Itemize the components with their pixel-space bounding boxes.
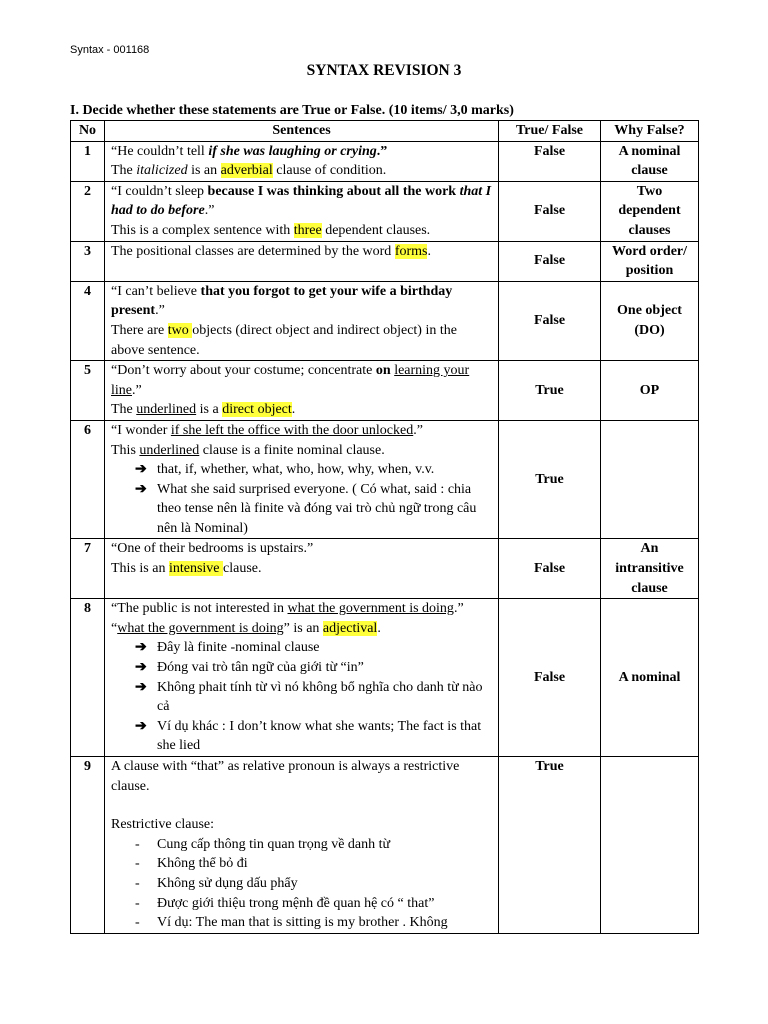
why-false-answer: One object (DO) <box>601 281 699 360</box>
header-code: Syntax - 001168 <box>70 44 150 56</box>
sentence-cell: “The public is not interested in what the government is doing.” “what the government is doing” is an adjectival. ➔ Đây là finite -nominal clause ➔ Đóng vai trò tân ngữ của giới từ “in” ➔ Không phait tính từ vì nó không bổ nghĩa cho danh từ nào cả ➔ Ví dụ khác : I don’t know what she wants; The fact is that she lied <box>105 599 499 757</box>
revision-table <box>70 120 699 934</box>
row-number: 5 <box>71 361 105 421</box>
list-item: ➔ Không phait tính từ vì nó không bổ nghĩa cho danh từ nào cả <box>135 679 483 715</box>
table-row <box>71 539 699 599</box>
note-list <box>111 835 492 933</box>
row-number: 8 <box>71 599 105 757</box>
section-heading: I. Decide whether these statements are True or False. (10 items/ 3,0 marks) <box>70 103 514 118</box>
sentence-cell: The positional classes are determined by the word forms. <box>105 241 499 281</box>
dash-icon: - <box>135 915 140 931</box>
dash-icon: - <box>135 895 140 911</box>
sentence-cell: “One of their bedrooms is upstairs.” This is an intensive clause. <box>105 539 499 599</box>
header-why-false: Why False? <box>601 121 699 142</box>
sentence-cell: “I wonder if she left the office with the door unlocked.” This underlined clause is a finite nominal clause. ➔ that, if, whether, what, who, how, why, when, v.v. ➔ What she said surprised everyone. ( Có what, said : chia theo tense nên là finite và đóng vai trò chủ ngữ trong câu nên là Nominal) <box>105 420 499 539</box>
document-title: SYNTAX REVISION 3 <box>306 62 462 79</box>
true-false-answer: False <box>499 241 601 281</box>
table-row <box>71 420 699 539</box>
arrow-right-icon: ➔ <box>135 679 147 695</box>
why-false-answer: A nominal clause <box>601 141 699 181</box>
row-number: 7 <box>71 539 105 599</box>
row-number: 6 <box>71 420 105 539</box>
header-true-false: True/ False <box>499 121 601 142</box>
note-list <box>111 638 492 756</box>
list-item: - Cung cấp thông tin quan trọng về danh từ <box>111 835 492 855</box>
why-false-answer <box>601 757 699 934</box>
table-row <box>71 361 699 421</box>
table-row <box>71 599 699 757</box>
why-false-answer: An intransitive clause <box>601 539 699 599</box>
true-false-answer: True <box>499 757 601 934</box>
why-false-answer: Word order/ position <box>601 241 699 281</box>
header-sentences: Sentences <box>105 121 499 142</box>
true-false-answer: False <box>499 281 601 360</box>
table-row <box>71 181 699 241</box>
why-false-answer <box>601 420 699 539</box>
table-row <box>71 241 699 281</box>
row-number: 2 <box>71 181 105 241</box>
sentence-cell: “Don’t worry about your costume; concentrate on learning your line.” The underlined is a direct object. <box>105 361 499 421</box>
sentence-cell: A clause with “that” as relative pronoun is always a restrictive clause. Restrictive clause: - Cung cấp thông tin quan trọng về danh từ - Không thể bỏ đi - Không sử dụng dấu phẩy - Được giới thiệu trong mệnh đề quan hệ có “ that” - Ví dụ: The man that is sitting is my brother . Không <box>105 757 499 934</box>
arrow-right-icon: ➔ <box>135 660 147 676</box>
true-false-answer: True <box>499 361 601 421</box>
arrow-right-icon: ➔ <box>135 718 147 734</box>
arrow-right-icon: ➔ <box>135 481 147 497</box>
arrow-right-icon: ➔ <box>135 462 147 478</box>
list-item: ➔ that, if, whether, what, who, how, why, when, v.v. <box>111 460 492 480</box>
table-row <box>71 281 699 360</box>
list-item: ➔ What she said surprised everyone. ( Có what, said : chia theo tense nên là finite và đóng vai trò chủ ngữ trong câu nên là Nominal) <box>135 481 477 536</box>
true-false-answer: False <box>499 141 601 181</box>
list-item: - Không sử dụng dấu phẩy <box>111 874 492 894</box>
why-false-answer: OP <box>601 361 699 421</box>
sentence-cell: “He couldn’t tell if she was laughing or crying.” The italicized is an adverbial clause of condition. <box>105 141 499 181</box>
list-item: - Được giới thiệu trong mệnh đề quan hệ có “ that” <box>111 894 492 914</box>
header-no: No <box>71 121 105 142</box>
table-row <box>71 757 699 934</box>
list-item: ➔ Đóng vai trò tân ngữ của giới từ “in” <box>111 658 492 678</box>
list-item: ➔ Đây là finite -nominal clause <box>111 638 492 658</box>
dash-icon: - <box>135 875 140 891</box>
row-number: 1 <box>71 141 105 181</box>
true-false-answer: False <box>499 599 601 757</box>
dash-icon: - <box>135 836 140 852</box>
why-false-answer: Two dependent clauses <box>601 181 699 241</box>
true-false-answer: True <box>499 420 601 539</box>
list-item: - Không thể bỏ đi <box>111 854 492 874</box>
sentence-cell: “I couldn’t sleep because I was thinking about all the work that I had to do before.” This is a complex sentence with three dependent clauses. <box>105 181 499 241</box>
arrow-right-icon: ➔ <box>135 640 147 656</box>
why-false-answer: A nominal <box>601 599 699 757</box>
table-row <box>71 141 699 181</box>
list-item: - Ví dụ: The man that is sitting is my brother . Không <box>111 913 492 933</box>
true-false-answer: False <box>499 181 601 241</box>
true-false-answer: False <box>499 539 601 599</box>
row-number: 4 <box>71 281 105 360</box>
dash-icon: - <box>135 856 140 872</box>
list-item: ➔ Ví dụ khác : I don’t know what she wants; The fact is that she lied <box>135 718 482 754</box>
sentence-cell: “I can’t believe that you forgot to get your wife a birthday present.” There are two objects (direct object and indirect object) in the above sentence. <box>105 281 499 360</box>
row-number: 9 <box>71 757 105 934</box>
note-list <box>111 460 492 538</box>
row-number: 3 <box>71 241 105 281</box>
table-header-row <box>71 121 699 142</box>
